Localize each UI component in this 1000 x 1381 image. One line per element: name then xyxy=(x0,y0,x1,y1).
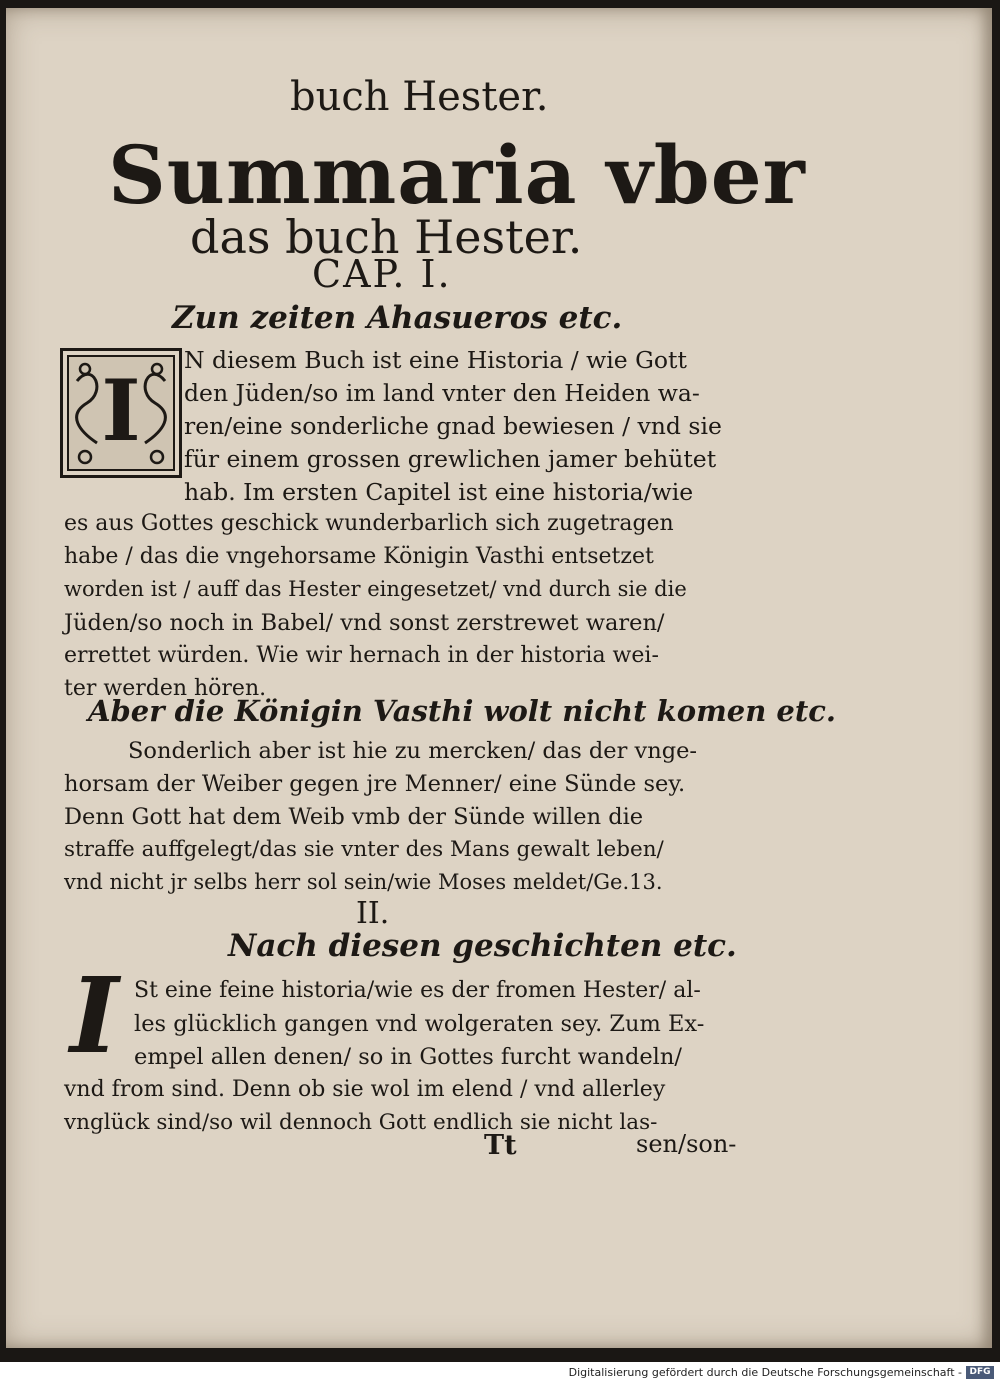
paragraph-1-line: für einem grossen grewlichen jamer behütet xyxy=(184,445,717,473)
paragraph-2-line: straffe auffgelegt/das sie vnter des Mans gewalt leben/ xyxy=(64,837,664,862)
section-heading-2: Aber die Königin Vasthi wolt nicht komen etc. xyxy=(88,694,836,728)
paragraph-1-line: hab. Im ersten Capitel ist eine historia/wie xyxy=(184,478,694,506)
paragraph-1-line: N diesem Buch ist eine Historia / wie Gott xyxy=(184,346,687,374)
running-head: buch Hester. xyxy=(290,74,549,120)
dfg-logo: DFG xyxy=(966,1366,994,1379)
paragraph-1-line: den Jüden/so im land vnter den Heiden wa- xyxy=(184,379,700,407)
decorated-initial xyxy=(60,348,182,478)
paragraph-1-line: worden ist / auff das Hester eingesetzet/ vnd durch sie die xyxy=(64,577,687,601)
paragraph-2-line: Sonderlich aber ist hie zu mercken/ das der vnge- xyxy=(128,738,698,764)
page-subtitle: das buch Hester. xyxy=(190,210,583,264)
paragraph-2-line: vnd nicht jr selbs herr sol sein/wie Moses meldet/Ge.13. xyxy=(64,870,663,894)
paragraph-1-line: Jüden/so noch in Babel/ vnd sonst zerstrewet waren/ xyxy=(64,610,665,636)
initial-letter-2: I xyxy=(70,954,119,1077)
paragraph-3-line: empel allen denen/ so in Gottes furcht wandeln/ xyxy=(134,1044,682,1070)
section-heading-1: Zun zeiten Ahasueros etc. xyxy=(172,300,623,336)
section-heading-3: Nach diesen geschichten etc. xyxy=(228,928,737,964)
paragraph-1-line: ren/eine sonderliche gnad bewiesen / vnd sie xyxy=(184,412,722,440)
paragraph-2-line: Denn Gott hat dem Weib vmb der Sünde willen die xyxy=(64,804,644,830)
paragraph-3-line: St eine feine historia/wie es der fromen Hester/ al- xyxy=(134,978,701,1003)
chapter-heading-2: II. xyxy=(356,896,390,931)
paragraph-3-line: les glücklich gangen vnd wolgeraten sey. Zum Ex- xyxy=(134,1011,705,1037)
paragraph-1-line: habe / das die vngehorsame Königin Vasthi entsetzet xyxy=(64,544,654,569)
paragraph-1-line: errettet würden. Wie wir hernach in der historia wei- xyxy=(64,643,659,668)
paragraph-3-line: vnglück sind/so wil dennoch Gott endlich sie nicht las- xyxy=(64,1110,658,1135)
catchword: sen/son- xyxy=(636,1130,737,1158)
paragraph-1-line: ter werden hören. xyxy=(64,676,267,701)
chapter-heading-1: CAP. I. xyxy=(312,252,452,296)
initial-letter: I xyxy=(101,361,141,460)
page-title: Summaria vber xyxy=(108,128,806,222)
digitization-credit: Digitalisierung gefördert durch die Deutsche Forschungsgemeinschaft - xyxy=(568,1366,962,1379)
paragraph-2-line: horsam der Weiber gegen jre Menner/ eine Sünde sey. xyxy=(64,771,686,797)
paragraph-1-line: es aus Gottes geschick wunderbarlich sich zugetragen xyxy=(64,511,674,536)
signature-mark: Tt xyxy=(484,1130,517,1161)
paragraph-3-line: vnd from sind. Denn ob sie wol im elend / vnd allerley xyxy=(64,1077,666,1102)
